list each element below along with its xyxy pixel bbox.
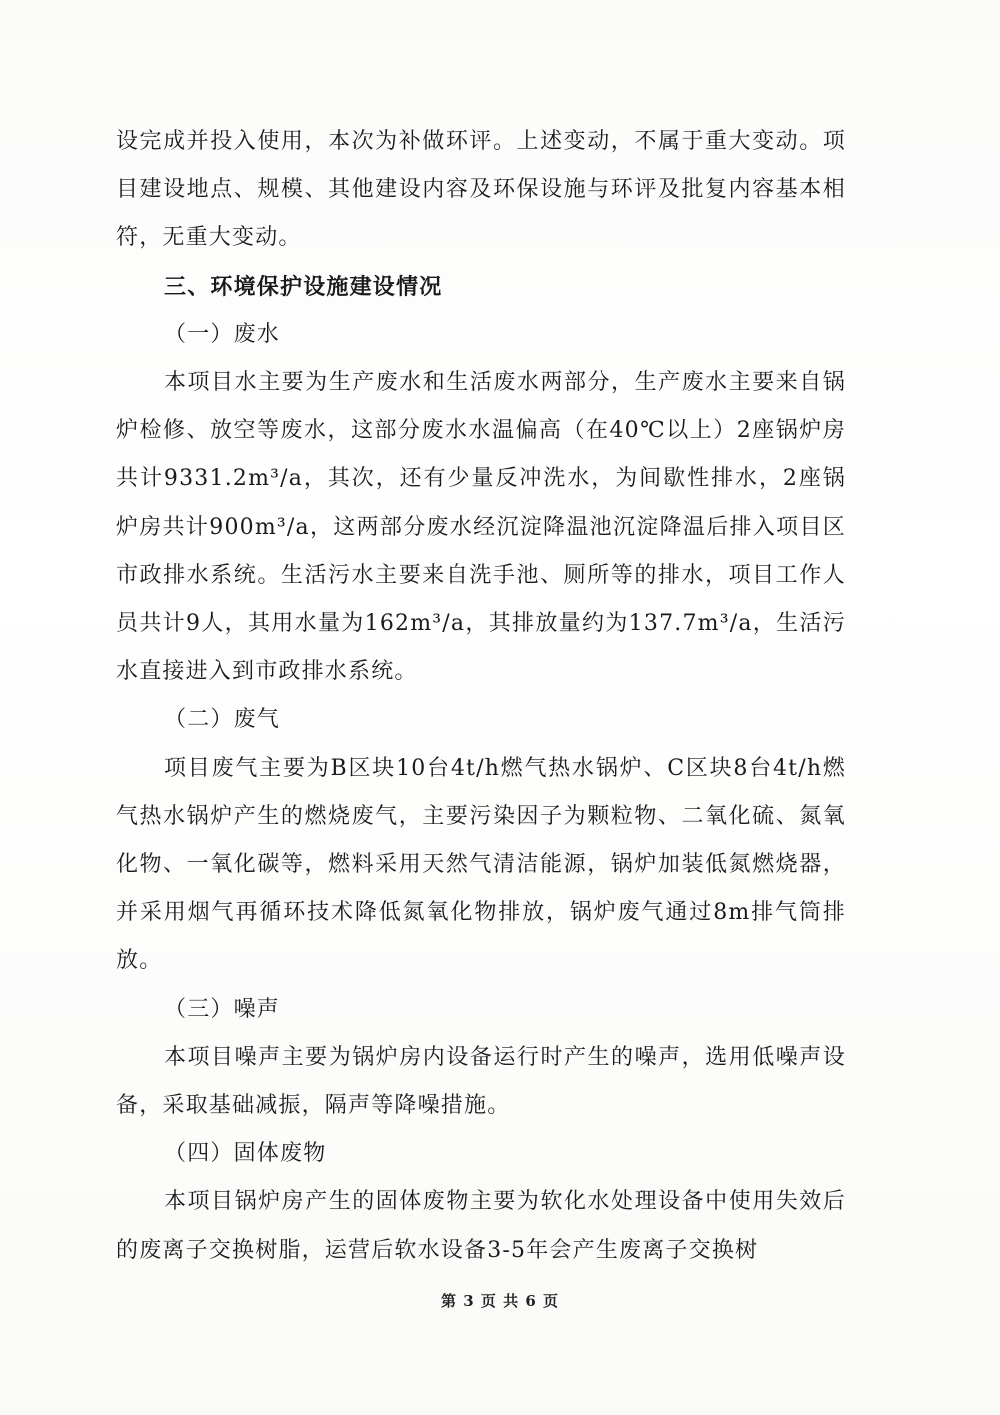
paragraph-noise: 本项目噪声主要为锅炉房内设备运行时产生的噪声，选用低噪声设备，采取基础减振，隔声等降噪措施。 xyxy=(116,1044,846,1119)
paragraph-solid-waste: 本项目锅炉房产生的固体废物主要为软化水处理设备中使用失效后的废离子交换树脂，运营后软水设备3-5年会产生废离子交换树 xyxy=(116,1189,846,1263)
subheading-wastewater: （一）废水 xyxy=(164,321,281,347)
paragraph-exhaust-gas: 项目废气主要为B区块10台4t/h燃气热水锅炉、C区块8台4t/h燃气热水锅炉产生的燃烧废气，主要污染因子为颗粒物、二氧化硫、氮氧化物、一氧化碳等，燃料采用天然气清洁能源，锅炉加装低氮燃烧器，并采用烟气再循环技术降低氮氧化物排放，锅炉废气通过8m排气筒排放。 xyxy=(116,755,846,974)
subheading-noise: （三）噪声 xyxy=(164,996,281,1022)
subheading-solid-waste: （四）固体废物 xyxy=(164,1141,327,1167)
subheading-exhaust-gas: （二）废气 xyxy=(164,707,281,733)
document-body xyxy=(116,118,846,1275)
paragraph-continued: 设完成并投入使用，本次为补做环评。上述变动，不属于重大变动。项目建设地点、规模、其他建设内容及环保设施与环评及批复内容基本相符，无重大变动。 xyxy=(116,129,846,251)
paragraph-wastewater: 本项目水主要为生产废水和生活废水两部分，生产废水主要来自锅炉检修、放空等废水，这部分废水水温偏高（在40℃以上）2座锅炉房共计9331.2m³/a，其次，还有少量反冲洗水，为间歇性排水，2座锅炉房共计900m³/a，这两部分废水经沉淀降温池沉淀降温后排入项目区市政排水系统。生活污水主要来自洗手池、厕所等的排水，项目工作人员共计9人，其用水量为162m³/a，其排放量约为137.7m³/a，生活污水直接进入到市政排水系统。 xyxy=(116,370,846,685)
section-heading-environmental-facilities: 三、环境保护设施建设情况 xyxy=(164,273,443,300)
page-number-footer: 第 3 页 共 6 页 xyxy=(441,1292,559,1310)
